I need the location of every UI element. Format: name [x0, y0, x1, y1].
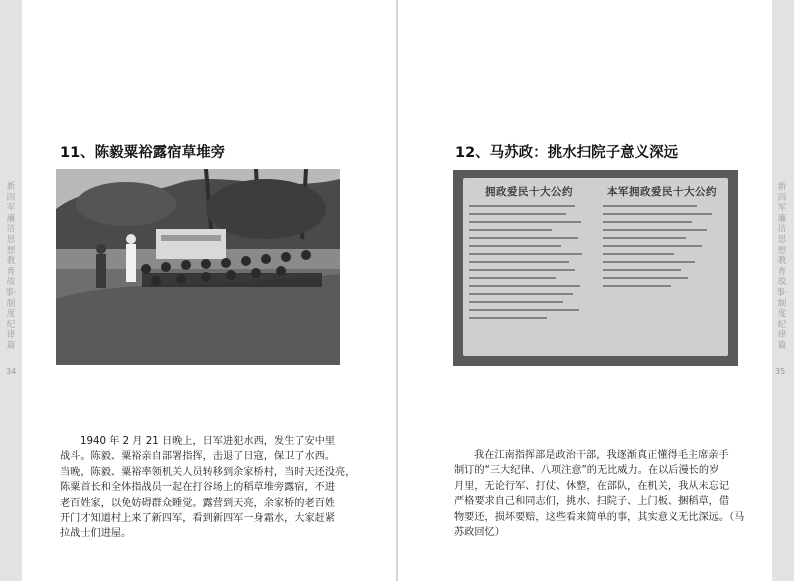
left-page-number: 34 — [6, 367, 17, 376]
body-line: 老百姓家，以免妨碍群众睡觉。露营到天亮，余家桥的老百姓 — [60, 497, 336, 509]
right-story-body — [454, 448, 745, 540]
book-gutter — [396, 0, 398, 581]
covenant-column-right — [603, 184, 721, 293]
body-line: 月里，无论行军、打仗、休整，在部队，在机关，我从未忘记 — [454, 480, 730, 492]
covenant-document-photo — [453, 170, 738, 366]
left-story-body — [60, 434, 356, 542]
body-line: 当晚，陈毅、粟裕率领机关人员转移到余家桥村，当时天还没亮， — [60, 466, 356, 478]
covenant-heading-left: 拥政爱民十大公约 — [485, 186, 573, 198]
body-line: 开门才知道村上来了新四军，看到新四军一身霜水，大家赶紧 — [60, 513, 336, 525]
covenant-heading-right: 本军拥政爱民十大公约 — [607, 186, 717, 198]
covenant-column-left — [469, 184, 587, 325]
body-line: 1940 年 2 月 21 日晚上，日军进犯水西，发生了安中里 — [80, 436, 336, 447]
right-story-title: 12、马苏政：挑水扫院子意义深远 — [455, 145, 679, 161]
left-story-title: 11、陈毅粟裕露宿草堆旁 — [60, 145, 226, 161]
body-line: 战斗。陈毅、粟裕亲自部署指挥，击退了日寇，保卫了水西。 — [60, 451, 336, 463]
body-line: 拉战士们进屋。 — [60, 528, 132, 540]
right-page-number: 35 — [775, 367, 786, 376]
body-line: 陈粟首长和全体指战员一起在打谷场上的稻草堆旁露宿，不进 — [60, 482, 336, 494]
body-line: 严格要求自己和同志们，挑水、扫院子、上门板、捆稻草，借 — [454, 496, 730, 508]
right-spine-label: 新四军廉洁思想教育故事·制度纪律篇 — [776, 182, 788, 351]
left-spine-label: 新四军廉洁思想教育故事·制度纪律篇 — [5, 182, 17, 351]
camp-photo — [56, 169, 340, 365]
camp-photo-illustration — [56, 169, 340, 365]
body-line: 物要还，损坏要赔，这些看来简单的事，其实意义无比深远。（马 — [454, 511, 745, 523]
body-line: 制订的“三大纪律、八项注意”的无比威力。在以后漫长的岁 — [454, 465, 720, 477]
covenant-document — [463, 178, 728, 356]
body-line: 我在江南指挥部是政治干部，我逐渐真正懂得毛主席亲手 — [474, 450, 729, 461]
body-line: 苏政回忆） — [454, 527, 505, 539]
